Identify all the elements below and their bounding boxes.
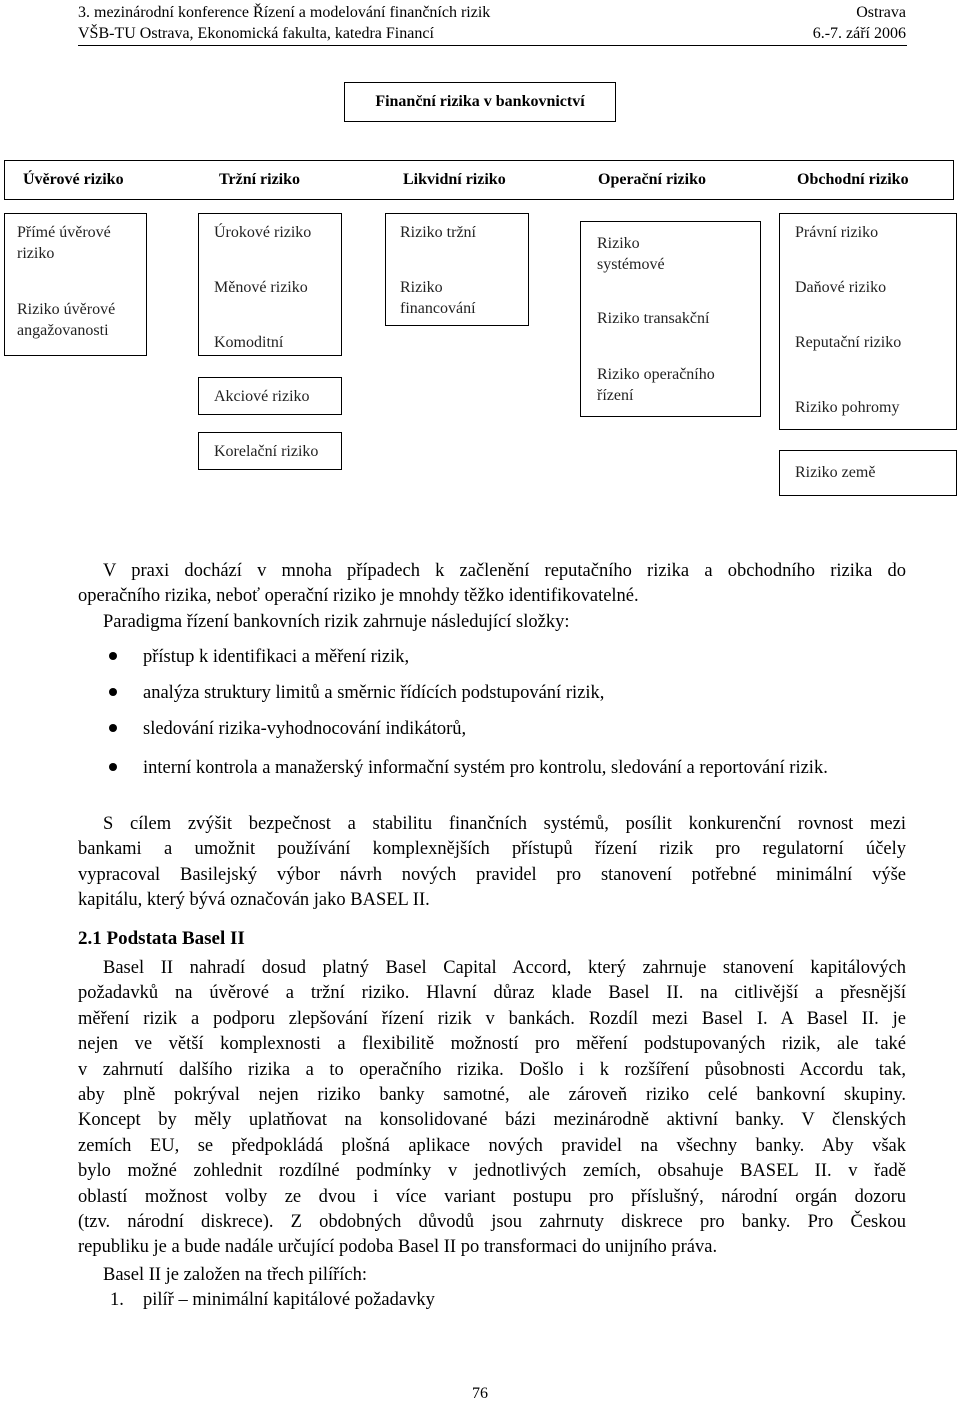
credit-item-exposure: Riziko úvěrové angažovanosti — [17, 301, 116, 339]
bullet-icon — [108, 723, 118, 733]
bullet-item: analýza struktury limitů a směrnic řídících podstupování rizik, — [143, 683, 605, 703]
paragraph-line: nejen ve větší komplexnosti a flexibilitě možností pro měření podstupovaných rizik, ale také — [78, 1034, 906, 1055]
paragraph-line: požadavků na úvěrové a tržní riziko. Hlavní důraz klade Basel II. na citlivější a přesnější — [78, 983, 906, 1004]
paragraph-line: kapitálu, který bývá označován jako BASEL II. — [78, 890, 430, 911]
paragraph-line: S cílem zvýšit bezpečnost a stabilitu finančních systémů, posílit konkurenční rovnost mezi — [103, 814, 906, 834]
list-item: pilíř – minimální kapitálové požadavky — [143, 1290, 435, 1310]
paragraph-line: Paradigma řízení bankovních rizik zahrnuje následující složky: — [103, 612, 570, 632]
bullet-item: interní kontrola a manažerský informační systém pro kontrolu, sledování a reportování rizik. — [143, 758, 828, 778]
categories-box — [4, 160, 954, 200]
liquidity-item-market: Riziko tržní — [400, 224, 476, 241]
paragraph-line: republiku je a bude nadále určující podoba Basel II po transformaci do unijního práva. — [78, 1237, 718, 1258]
operational-item-systemic: Riziko systémové — [597, 235, 665, 273]
paragraph-3 — [78, 812, 906, 914]
operational-item-transaction: Riziko transakční — [597, 310, 710, 327]
root-box — [344, 82, 616, 122]
paragraph-line: aby plně pokrýval nejen riziko banky samotné, ale zároveň riziko celé bankovní skupiny. — [78, 1084, 906, 1105]
market-item-correlation: Korelační riziko — [214, 443, 319, 460]
market-item-currency: Měnové riziko — [214, 279, 308, 296]
paragraph-line: Basel II nahradí dosud platný Basel Capital Accord, který zahrnuje stanovení kapitálových — [103, 958, 906, 978]
paragraph-1 — [78, 559, 906, 610]
market-item-interest: Úrokové riziko — [214, 224, 312, 241]
header-dates: 6.-7. září 2006 — [812, 25, 906, 42]
category-liquidity: Likvidní riziko — [403, 171, 506, 188]
paragraph-line: Koncept by měly uplatňovat na konsolidované bázi mezinárodně aktivní banky. V členských — [78, 1110, 906, 1131]
paragraph-line: oblastí možnost volby ze dvou i více variant postupu pro příslušný, národní orgán dozoru — [78, 1186, 906, 1207]
paragraph-line: V praxi dochází v mnoha případech k začlenění reputačního rizika a obchodního rizika do — [103, 561, 906, 581]
list-number: 1. — [110, 1290, 124, 1310]
business-item-legal: Právní riziko — [795, 224, 879, 241]
bullet-item: přístup k identifikaci a měření rizik, — [143, 647, 410, 667]
paragraph-line: operačního rizika, neboť operační riziko je mnohdy těžko identifikovatelné. — [78, 586, 639, 607]
header-rule — [78, 45, 907, 46]
paragraph-5 — [103, 1263, 906, 1288]
paragraph-line: (tzv. národní diskrece). Z obdobných důvodů jsou zahrnuty diskrece pro banky. Pro Českou — [78, 1211, 906, 1232]
paragraph-line: bylo možné zohlednit rozdílné podmínky v jednotlivých zemích, obsahuje BASEL II. v řadě — [78, 1161, 906, 1182]
operational-item-management: Riziko operačního řízení — [597, 366, 715, 404]
paragraph-line: zemích EU, se předpokládá plošná aplikace nových pravidel na všechny banky. Aby však — [78, 1135, 906, 1156]
category-credit: Úvěrové riziko — [23, 171, 124, 188]
paragraph-line: měření rizik a podporu zlepšování řízení rizik v bankách. Rozdíl mezi Basel I. A Basel II. je — [78, 1008, 906, 1029]
business-item-tax: Daňové riziko — [795, 279, 887, 296]
paragraph-2 — [103, 610, 906, 635]
business-item-country: Riziko země — [795, 464, 876, 481]
bullet-icon — [108, 762, 118, 772]
business-item-reputation: Reputační riziko — [795, 334, 902, 351]
bullet-icon — [108, 651, 118, 661]
liquidity-item-funding: Riziko financování — [400, 279, 476, 317]
business-item-disaster: Riziko pohromy — [795, 399, 900, 416]
credit-item-direct: Přímé úvěrové riziko — [17, 224, 111, 262]
bullet-item: sledování rizika-vyhodnocování indikátorů, — [143, 719, 467, 739]
category-business: Obchodní riziko — [797, 171, 909, 188]
category-operational: Operační riziko — [598, 171, 706, 188]
paragraph-line: bankami a umožnit používání komplexnějších přístupů řízení rizik pro regulatorní účely — [78, 839, 906, 860]
section-heading: 2.1 Podstata Basel II — [78, 928, 245, 949]
market-item-commodity: Komoditní — [214, 334, 284, 351]
page-number: 76 — [472, 1385, 488, 1402]
paragraph-line: Basel II je založen na třech pilířích: — [103, 1265, 368, 1285]
paragraph-4 — [78, 956, 906, 1261]
header-conference: 3. mezinárodní konference Řízení a modelování finančních rizik — [78, 4, 491, 21]
paragraph-line: v zahrnutí dalšího rizika a to operačního rizika. Došlo i k rozšíření působnosti Accordu tak, — [78, 1059, 906, 1080]
category-market: Tržní riziko — [219, 171, 301, 188]
root-label: Finanční rizika v bankovnictví — [375, 93, 585, 110]
header-city: Ostrava — [856, 4, 906, 21]
market-item-equity: Akciové riziko — [214, 388, 310, 405]
bullet-icon — [108, 687, 118, 697]
header-institution: VŠB-TU Ostrava, Ekonomická fakulta, katedra Financí — [78, 25, 434, 42]
paragraph-line: vypracoval Basilejský výbor návrh nových pravidel pro stanovení potřebné minimální výše — [78, 864, 906, 885]
